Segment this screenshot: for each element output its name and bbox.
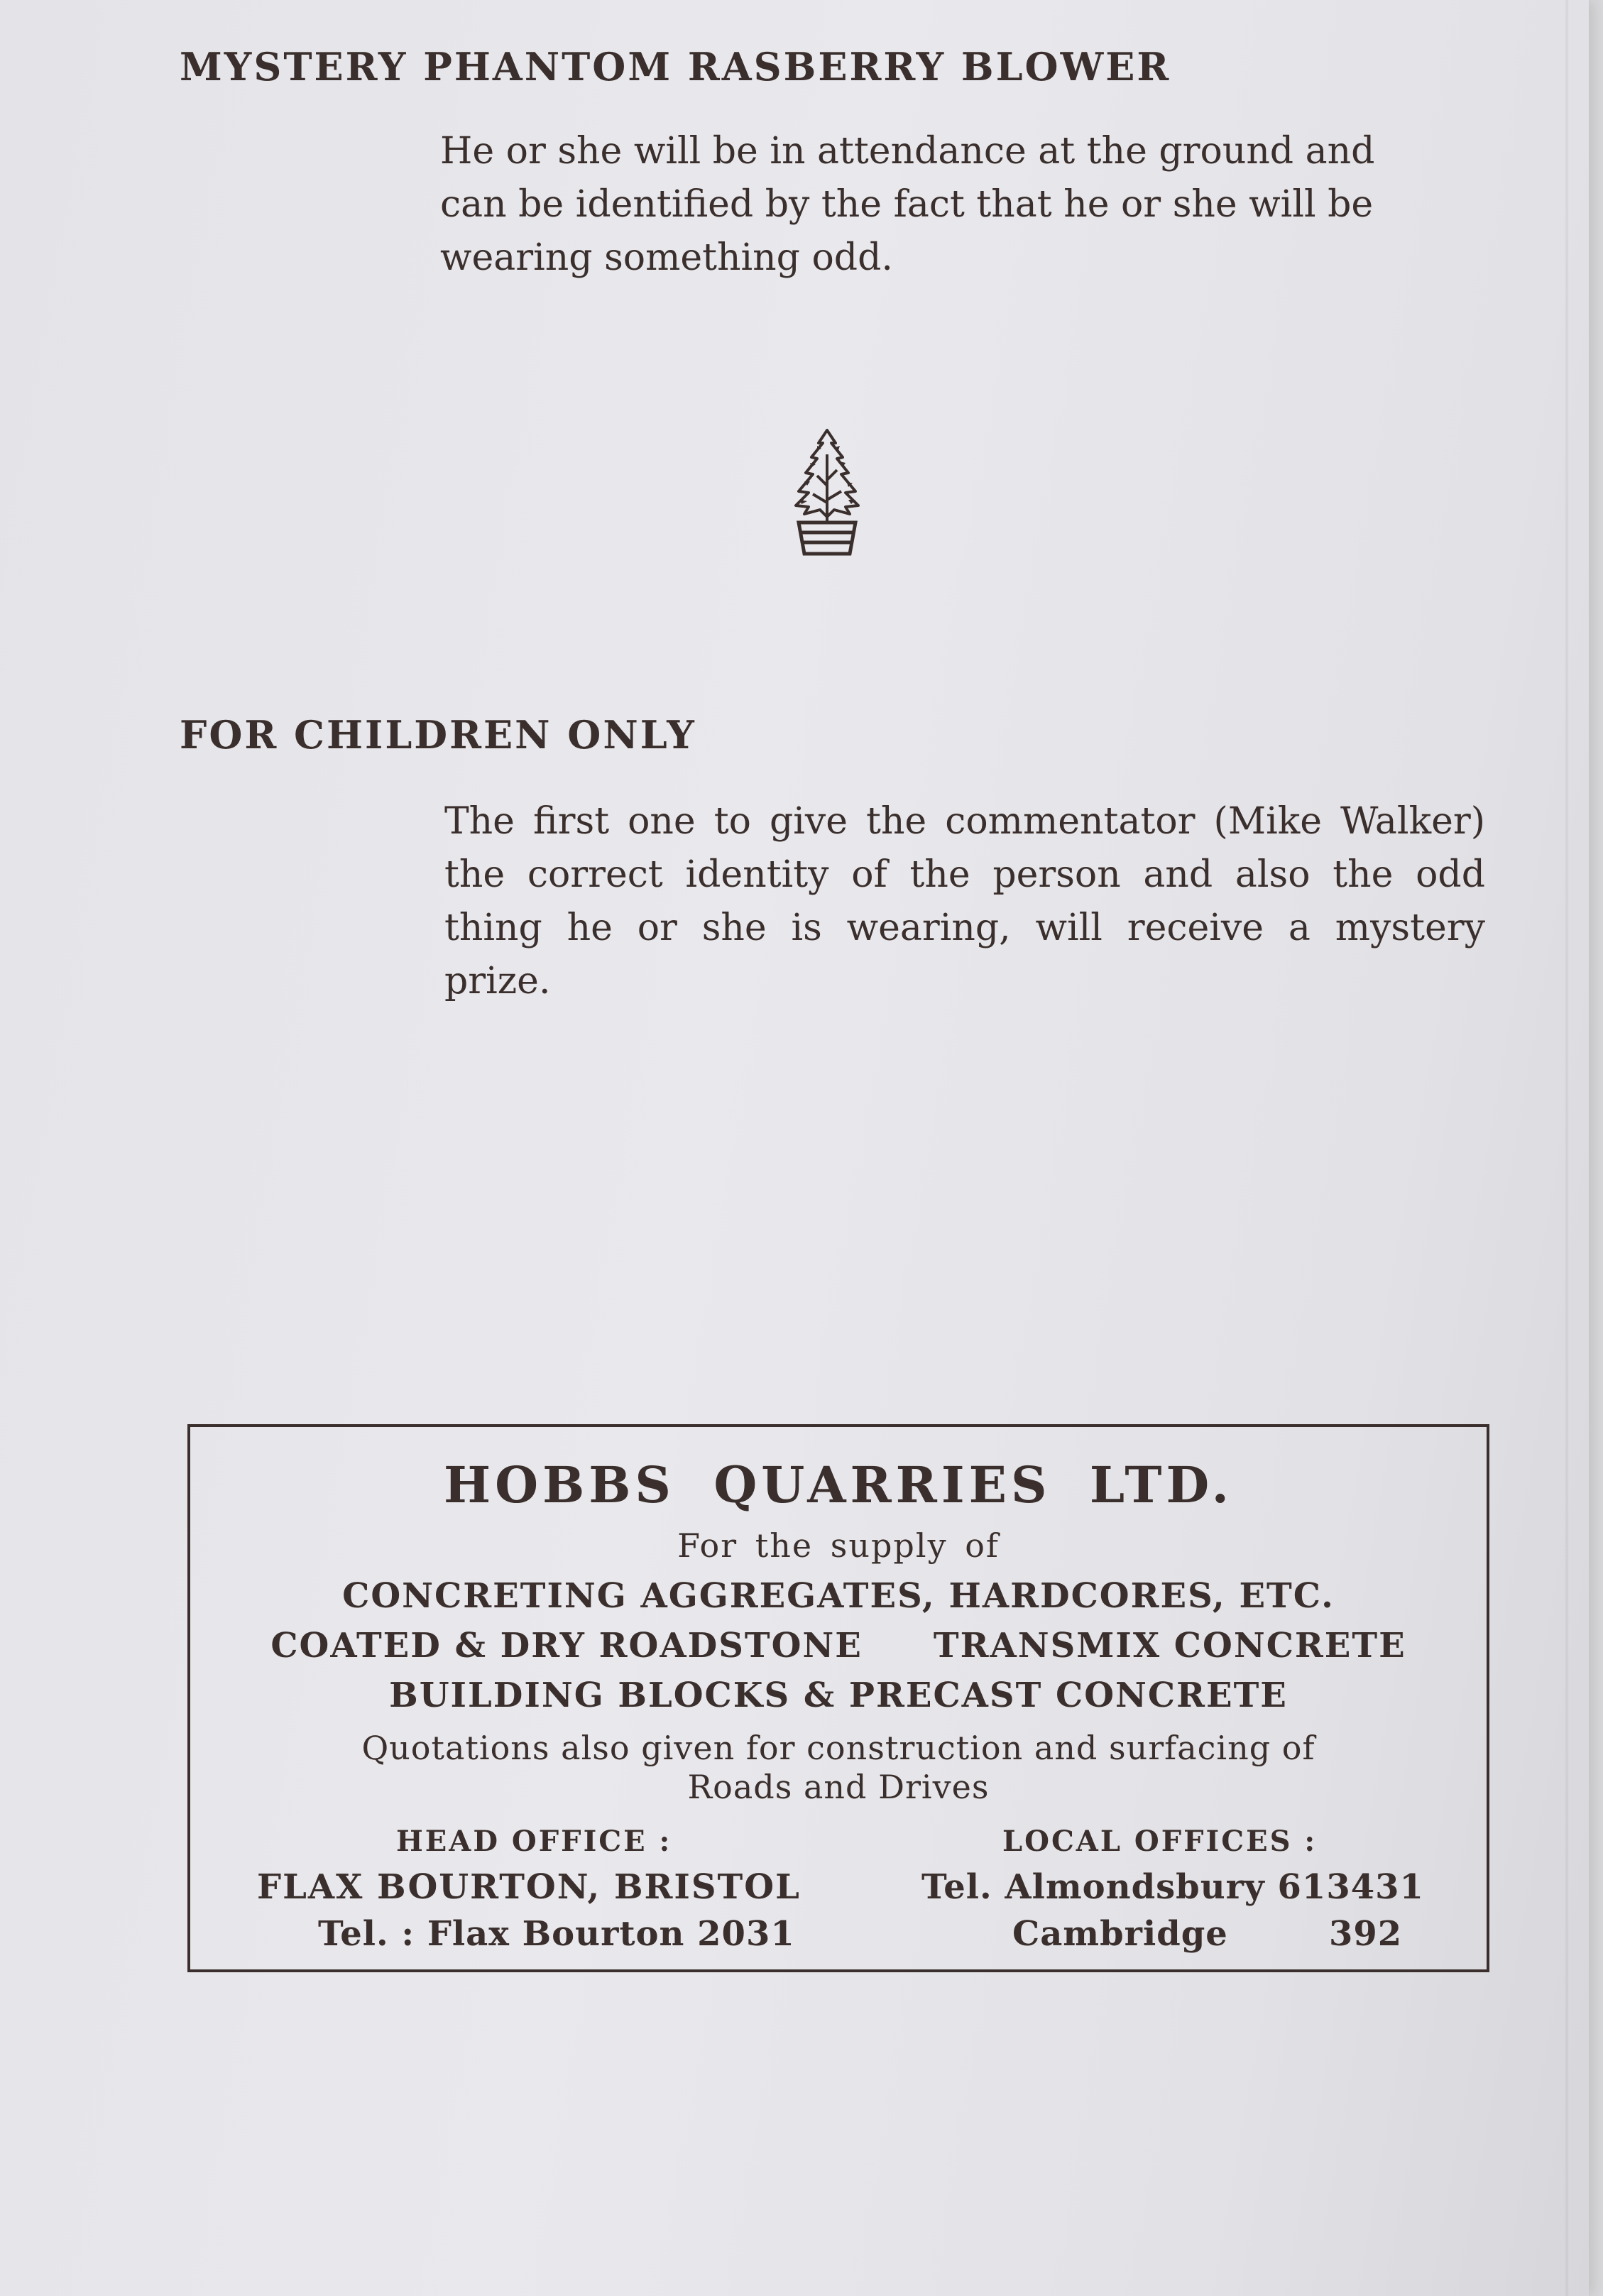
advert-transmix: TRANSMIX CONCRETE [933,1626,1406,1666]
children-heading: FOR CHILDREN ONLY [180,712,696,758]
head-office-label: HEAD OFFICE : [396,1825,672,1858]
advert-products-line-1: CONCRETING AGGREGATES, HARDCORES, ETC. [342,1576,1335,1616]
advert-products-line-3: BUILDING BLOCKS & PRECAST CONCRETE [389,1675,1288,1715]
mystery-paragraph [440,125,1477,285]
advert-company-name: HOBBS QUARRIES LTD. [443,1455,1234,1514]
hobbs-quarries-advert [187,1424,1489,1972]
mystery-line-3: wearing something odd. [440,236,893,279]
potted-tree-icon [777,426,877,561]
local-office-tel-almondsbury: Tel. Almondsbury 613431 [921,1867,1424,1907]
page-fold-shadow [1565,0,1569,2296]
head-office-address: FLAX BOURTON, BRISTOL [257,1867,801,1907]
mystery-line-1: He or she will be in attendance at the ground and [440,130,1375,173]
head-office-tel: Tel. : Flax Bourton 2031 [318,1914,795,1954]
mystery-line-2: can be identified by the fact that he or she will be [440,183,1374,226]
local-offices-label: LOCAL OFFICES : [1002,1825,1318,1858]
children-paragraph: The first one to give the commentator (Mike Walker) the correct identity of the person and also the odd thing he or she is wearing, will receive a mystery prize. [444,800,1485,1002]
advert-quotation-line-2: Roads and Drives [687,1768,990,1806]
advert-products-line-2 [190,1626,1487,1666]
mystery-heading: MYSTERY PHANTOM RASBERRY BLOWER [180,44,1171,89]
advert-supply-intro: For the supply of [677,1526,1000,1565]
local-office-cambridge-number: 392 [1329,1914,1403,1954]
advert-roadstone: COATED & DRY ROADSTONE [270,1626,863,1666]
advert-quotation-line-1: Quotations also given for construction and surfacing of [361,1729,1315,1767]
local-office-cambridge: Cambridge [1012,1914,1228,1954]
